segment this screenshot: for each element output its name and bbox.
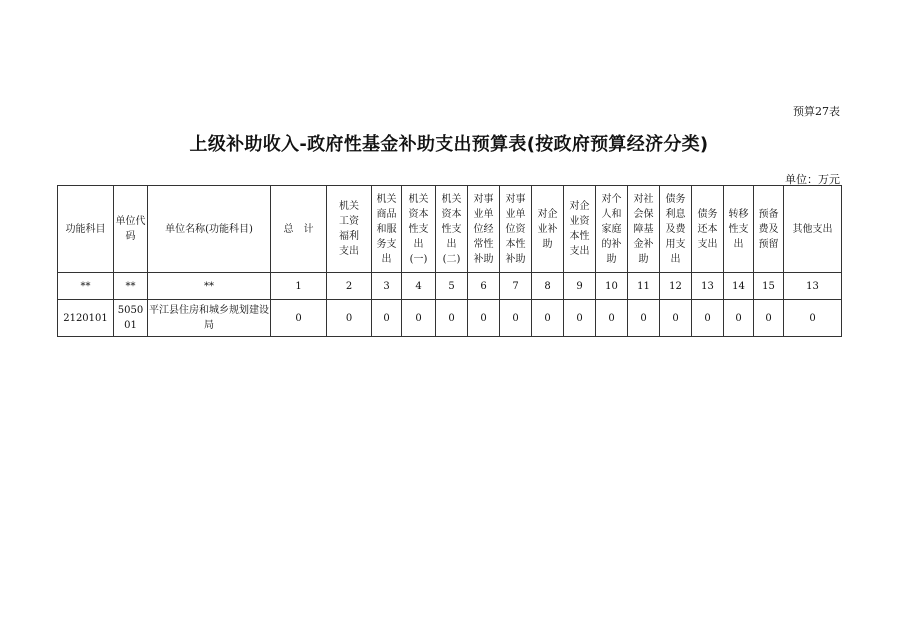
index-cell: ** bbox=[148, 273, 271, 300]
index-cell: 7 bbox=[500, 273, 532, 300]
index-cell: 6 bbox=[468, 273, 500, 300]
table-cell: 0 bbox=[564, 300, 596, 337]
index-cell: 13 bbox=[692, 273, 724, 300]
header-cell: 对事业单位资本性补助 bbox=[500, 186, 532, 273]
table-cell: 0 bbox=[327, 300, 372, 337]
table-cell: 0 bbox=[372, 300, 402, 337]
header-cell: 债务利息及费用支出 bbox=[660, 186, 692, 273]
table-row bbox=[58, 300, 842, 337]
index-cell: 15 bbox=[754, 273, 784, 300]
index-cell: ** bbox=[114, 273, 148, 300]
header-cell: 单位名称(功能科目) bbox=[148, 186, 271, 273]
header-cell: 机关商品和服务支出 bbox=[372, 186, 402, 273]
index-cell: 11 bbox=[628, 273, 660, 300]
table-cell: 0 bbox=[596, 300, 628, 337]
table-cell: 0 bbox=[468, 300, 500, 337]
table-cell: 2120101 bbox=[58, 300, 114, 337]
index-cell: 3 bbox=[372, 273, 402, 300]
header-cell: 对企业资本性支出 bbox=[564, 186, 596, 273]
header-cell: 转移性支出 bbox=[724, 186, 754, 273]
table-cell: 0 bbox=[436, 300, 468, 337]
header-cell: 对社会保障基金补助 bbox=[628, 186, 660, 273]
table-cell: 平江县住房和城乡规划建设局 bbox=[148, 300, 271, 337]
table-cell: 0 bbox=[784, 300, 842, 337]
index-cell: 9 bbox=[564, 273, 596, 300]
table-cell: 0 bbox=[402, 300, 436, 337]
table-cell: 505001 bbox=[114, 300, 148, 337]
index-row bbox=[58, 273, 842, 300]
index-cell: 1 bbox=[271, 273, 327, 300]
index-cell: 5 bbox=[436, 273, 468, 300]
index-cell: 2 bbox=[327, 273, 372, 300]
unit-label: 单位：万元 bbox=[785, 173, 840, 186]
index-cell: 4 bbox=[402, 273, 436, 300]
table-cell: 0 bbox=[500, 300, 532, 337]
index-cell: 10 bbox=[596, 273, 628, 300]
header-cell: 总 计 bbox=[271, 186, 327, 273]
table-cell: 0 bbox=[532, 300, 564, 337]
header-cell: 单位代码 bbox=[114, 186, 148, 273]
header-cell: 机关资本性支出(二) bbox=[436, 186, 468, 273]
header-cell: 机关工资福利支出 bbox=[327, 186, 372, 273]
page-title: 上级补助收入-政府性基金补助支出预算表(按政府预算经济分类) bbox=[189, 134, 709, 155]
index-cell: 13 bbox=[784, 273, 842, 300]
header-cell: 预备费及预留 bbox=[754, 186, 784, 273]
index-cell: 12 bbox=[660, 273, 692, 300]
index-cell: 14 bbox=[724, 273, 754, 300]
header-cell: 债务还本支出 bbox=[692, 186, 724, 273]
index-cell: 8 bbox=[532, 273, 564, 300]
table-cell: 0 bbox=[692, 300, 724, 337]
index-cell: ** bbox=[58, 273, 114, 300]
budget-table bbox=[57, 185, 842, 337]
table-cell: 0 bbox=[724, 300, 754, 337]
header-cell: 对个人和家庭的补助 bbox=[596, 186, 628, 273]
table-cell: 0 bbox=[271, 300, 327, 337]
table-number: 预算27表 bbox=[793, 105, 840, 118]
table-cell: 0 bbox=[660, 300, 692, 337]
header-cell: 功能科目 bbox=[58, 186, 114, 273]
header-cell: 对企业补助 bbox=[532, 186, 564, 273]
table-cell: 0 bbox=[628, 300, 660, 337]
table-cell: 0 bbox=[754, 300, 784, 337]
header-cell: 对事业单位经常性补助 bbox=[468, 186, 500, 273]
header-cell: 机关资本性支出(一) bbox=[402, 186, 436, 273]
header-cell: 其他支出 bbox=[784, 186, 842, 273]
header-row bbox=[58, 186, 842, 273]
